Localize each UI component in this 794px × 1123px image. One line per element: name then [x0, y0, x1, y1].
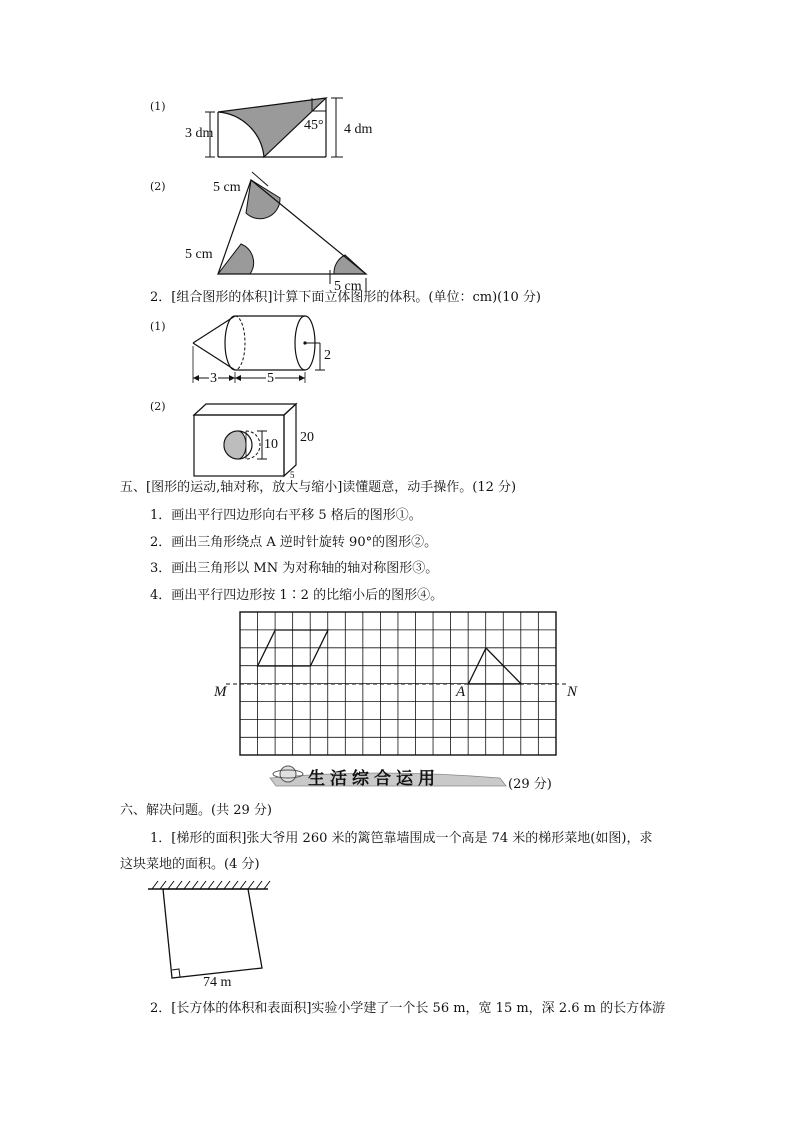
solid1-dim-3: 3 [210, 371, 217, 386]
solid2-dim-20: 20 [300, 430, 314, 445]
q2-side-left: 5 cm [185, 247, 213, 262]
q1-figure-label: (1) [150, 100, 166, 113]
section5-item-3: 3．画出三角形以 MN 为对称轴的轴对称图形③。 [150, 561, 439, 576]
solid1-dim-5: 5 [267, 371, 274, 386]
wall-hatch-mark [208, 881, 214, 889]
q2-side-top: 5 cm [213, 180, 241, 195]
section5-heading: 五、[图形的运动,轴对称，放大与缩小]读懂题意，动手操作。(12 分) [120, 480, 517, 495]
grid-label-m: M [214, 684, 227, 700]
section6-q1-line1: 1．[梯形的面积]张大爷用 260 米的篱笆靠墙围成一个高是 74 米的梯形菜地(如图)，求 [150, 831, 653, 846]
grid-label-n: N [567, 684, 578, 700]
q2-figure-label: (2) [150, 180, 166, 193]
q2-side-bottom: 5 cm [334, 279, 362, 294]
solid2-label: (2) [150, 400, 166, 413]
solid2-dim-10: 10 [264, 437, 278, 452]
solid1-label: (1) [150, 320, 166, 333]
wall-hatch-mark [224, 881, 230, 889]
wall-hatch-mark [168, 881, 174, 889]
section6-q2-line1: 2．[长方体的体积和表面积]实验小学建了一个长 56 m，宽 15 m，深 2.6 m 的长方体游 [150, 1001, 666, 1016]
q1-dim-left: 3 dm [185, 126, 214, 141]
grid-label-a: A [456, 684, 466, 700]
q1-dim-right: 4 dm [344, 122, 373, 137]
q1-angle: 45° [304, 118, 324, 133]
wall-hatch-mark [256, 881, 262, 889]
wall-hatch-mark [184, 881, 190, 889]
wall-hatch-mark [248, 881, 254, 889]
section5-item-1: 1．画出平行四边形向右平移 5 格后的图形①。 [150, 508, 422, 523]
section5-item-2: 2．画出三角形绕点 A 逆时针旋转 90°的图形②。 [150, 535, 438, 550]
section6-q1-line2: 这块菜地的面积。(4 分) [120, 857, 260, 872]
section6-heading: 六、解决问题。(共 29 分) [120, 803, 272, 818]
section5-item-4: 4．画出平行四边形按 1∶2 的比缩小后的图形④。 [150, 588, 444, 603]
solid1-dim-2: 2 [324, 348, 331, 363]
wall-hatch-mark [216, 881, 222, 889]
wall-hatch-mark [152, 881, 158, 889]
wall-hatch-mark [240, 881, 246, 889]
wall-hatch-mark [176, 881, 182, 889]
wall-hatch-mark [264, 881, 270, 889]
wall-hatch-mark [192, 881, 198, 889]
banner-title: 生活综合运用 [308, 769, 440, 789]
wall-hatch-mark [200, 881, 206, 889]
part2-heading: 2．[组合图形的体积]计算下面立体图形的体积。(单位：cm)(10 分) [150, 290, 541, 305]
banner-points: (29 分) [508, 777, 552, 792]
solid2-dim-5: 5 [290, 470, 295, 480]
wall-hatch-mark [232, 881, 238, 889]
wall-hatch-mark [160, 881, 166, 889]
trapezoid-dim: 74 m [203, 975, 232, 990]
